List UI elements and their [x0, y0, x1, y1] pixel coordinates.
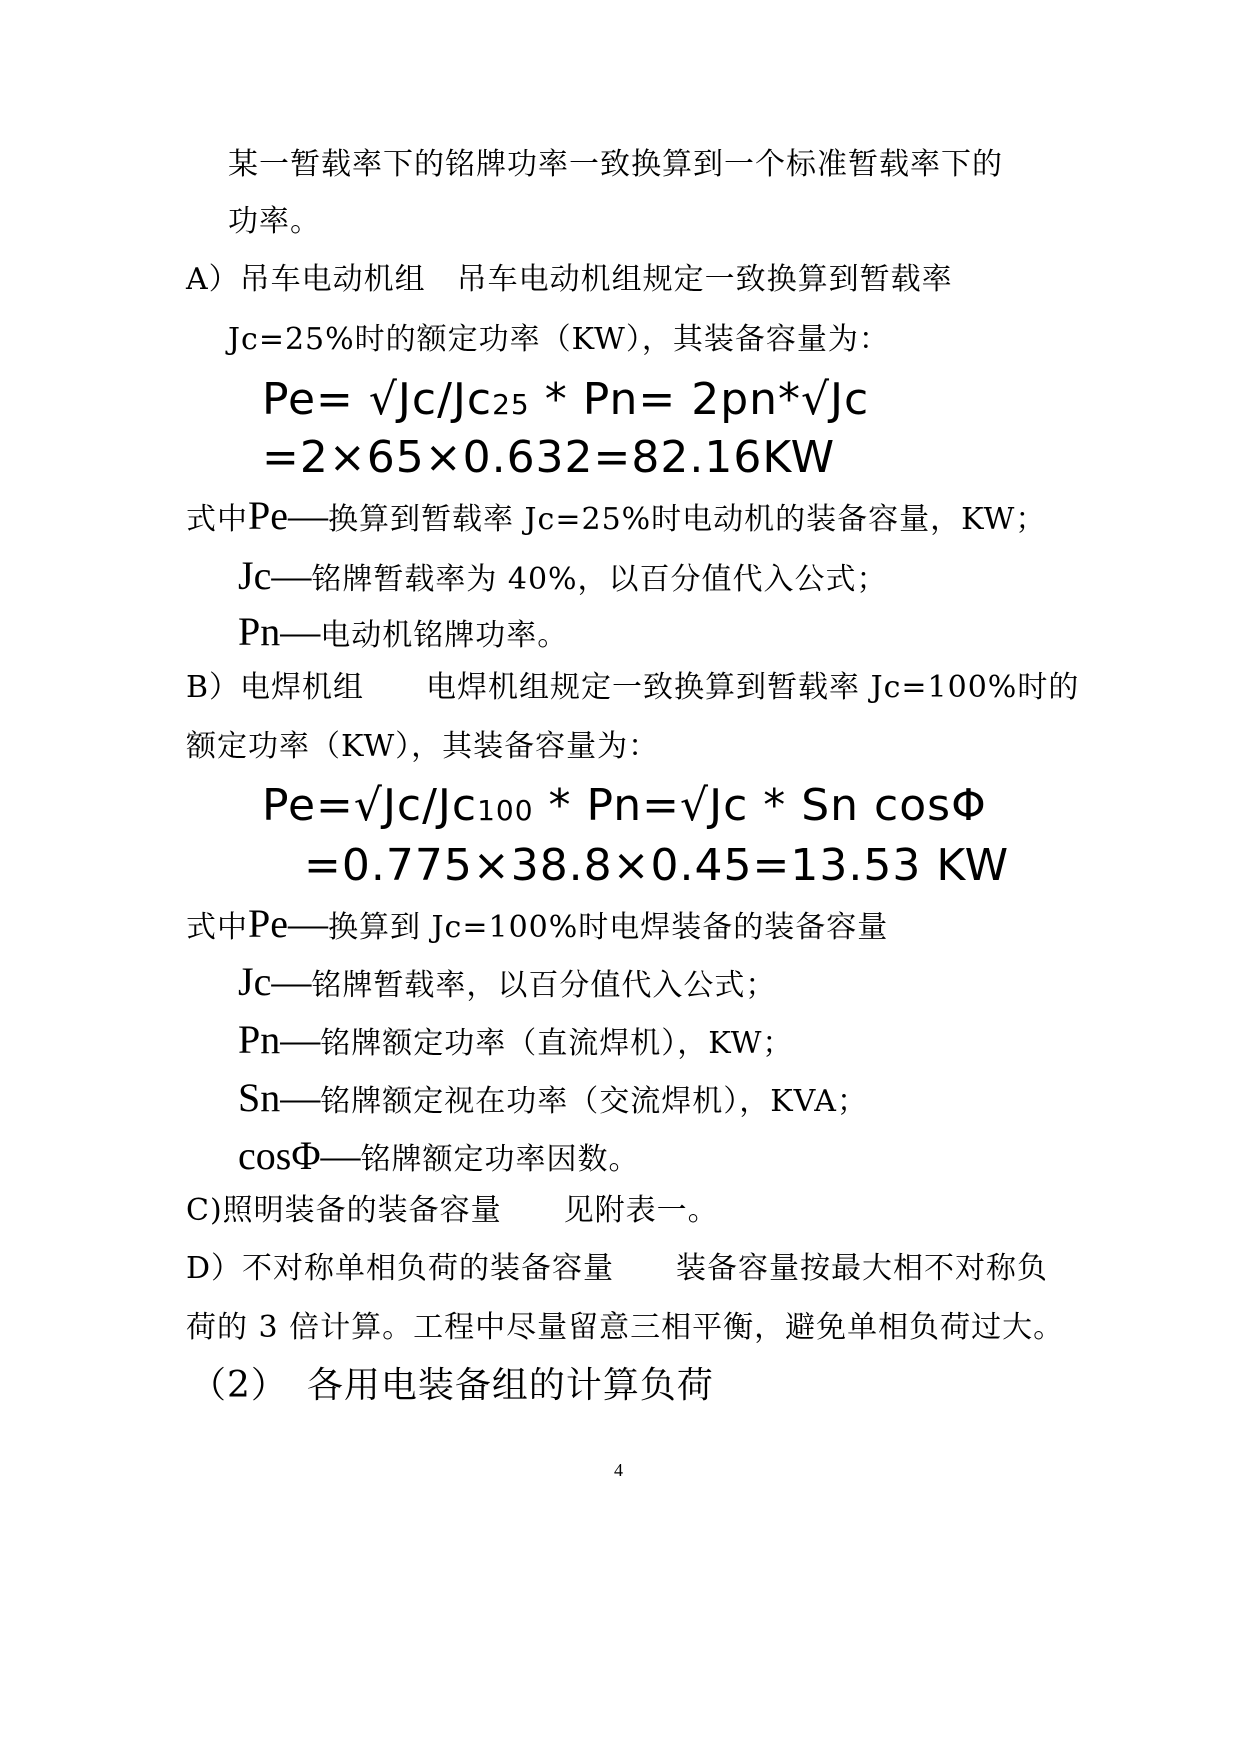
page-number: 4: [614, 1460, 623, 1480]
definition-line: Sn—铭牌额定视在功率（交流焊机），KVA；: [238, 1075, 868, 1120]
subsection-heading: （2） 各用电装备组的计算负荷: [190, 1365, 714, 1406]
paragraph-line: 功率。: [228, 204, 321, 239]
definition-line: Pn—铭牌额定功率（直流焊机），KW；: [238, 1017, 794, 1062]
section-b-title: B）电焊机组 电焊机组规定一致换算到暂载率 Jc=100%时的: [186, 670, 1080, 705]
definition-line: Pn—电动机铭牌功率。: [238, 609, 569, 654]
definition-line: cosΦ—铭牌额定功率因数。: [238, 1133, 640, 1178]
paragraph-line: 某一暂载率下的铭牌功率一致换算到一个标准暂载率下的: [228, 147, 1003, 182]
formula-2-line-1: Pe=√Jc/Jc100 * Pn=√Jc * Sn cosΦ: [262, 780, 987, 831]
section-d-title: D）不对称单相负荷的装备容量 装备容量按最大相不对称负: [186, 1251, 1049, 1286]
definition-line: Jc—铭牌暂载率，以百分值代入公式；: [238, 959, 777, 1004]
paragraph-line: Jc=25%时的额定功率（KW），其装备容量为：: [228, 322, 890, 357]
section-c-title: C)照明装备的装备容量 见附表一。: [186, 1193, 719, 1228]
formula-2-line-2: =0.775×38.8×0.45=13.53 KW: [304, 840, 1010, 891]
formula-1-line-2: =2×65×0.632=82.16KW: [262, 432, 836, 483]
formula-1-line-1: Pe= √Jc/Jc25 * Pn= 2pn*√Jc: [262, 374, 870, 425]
definition-line: 式中Pe—换算到暂载率 Jc=25%时电动机的装备容量，KW；: [186, 493, 1047, 538]
definition-line: Jc—铭牌暂载率为 40%，以百分值代入公式；: [238, 553, 888, 598]
paragraph-line: 荷的 3 倍计算。工程中尽量留意三相平衡，避免单相负荷过大。: [186, 1310, 1065, 1345]
section-a-title: A）吊车电动机组 吊车电动机组规定一致换算到暂载率: [186, 262, 953, 297]
definition-line: 式中Pe—换算到 Jc=100%时电焊装备的装备容量: [186, 901, 889, 946]
paragraph-line: 额定功率（KW），其装备容量为：: [186, 729, 660, 764]
